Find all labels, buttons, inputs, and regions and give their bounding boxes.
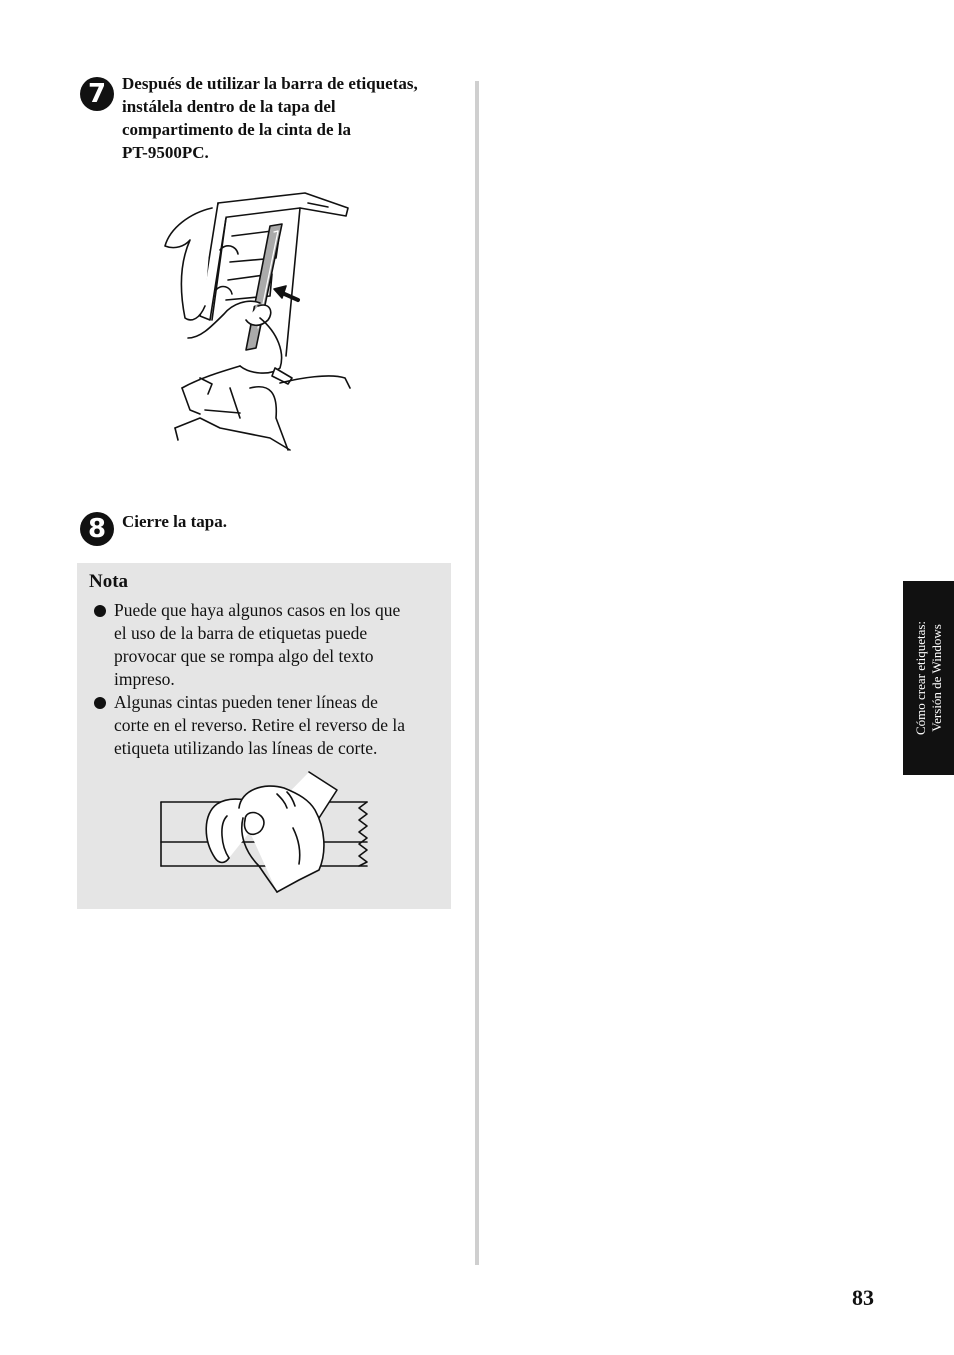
note-title: Nota: [89, 571, 129, 592]
step-7-line-1: Después de utilizar la barra de etiquetas,: [122, 74, 418, 93]
note-item-1-line-2: el uso de la barra de etiquetas puede: [114, 623, 368, 643]
side-tab-line-2: Versión de Windows: [928, 624, 944, 732]
note-item-2-line-3: etiqueta utilizando las líneas de corte.: [114, 738, 378, 758]
step-8-number: 8: [80, 512, 114, 546]
step-8-text: [122, 510, 422, 533]
step-7-line-3: compartimento de la cinta de la: [122, 120, 351, 139]
step-7-number: 7: [80, 77, 114, 111]
note-list: [91, 599, 441, 760]
bullet-icon: [94, 605, 106, 617]
step-7-line-4: PT-9500PC.: [122, 143, 209, 162]
note-item-1-line-4: impreso.: [114, 669, 175, 689]
bullet-icon: [94, 697, 106, 709]
side-tab-line-1: Cómo crear etiquetas:: [912, 620, 928, 736]
step-7-text: [122, 72, 462, 164]
note-item-2-line-1: Algunas cintas pueden tener líneas de: [114, 692, 378, 712]
side-tab-text: [913, 621, 945, 735]
step-7-line-2: instálela dentro de la tapa del: [122, 97, 336, 116]
note-box: [77, 563, 451, 909]
page-number: 83: [852, 1285, 874, 1310]
column-divider: [475, 81, 479, 1265]
note-item: [91, 691, 441, 760]
note-item-2-line-2: corte en el reverso. Retire el reverso de la: [114, 715, 406, 735]
label-bar-installation-illustration: [160, 188, 360, 458]
note-item: [91, 599, 441, 691]
note-item-1-line-3: provocar que se rompa algo del texto: [114, 646, 374, 666]
note-item-1-line-1: Puede que haya algunos casos en los que: [114, 600, 401, 620]
step-8-line-1: Cierre la tapa.: [122, 512, 227, 531]
side-section-tab: [903, 581, 954, 775]
peel-label-illustration: [159, 768, 379, 898]
